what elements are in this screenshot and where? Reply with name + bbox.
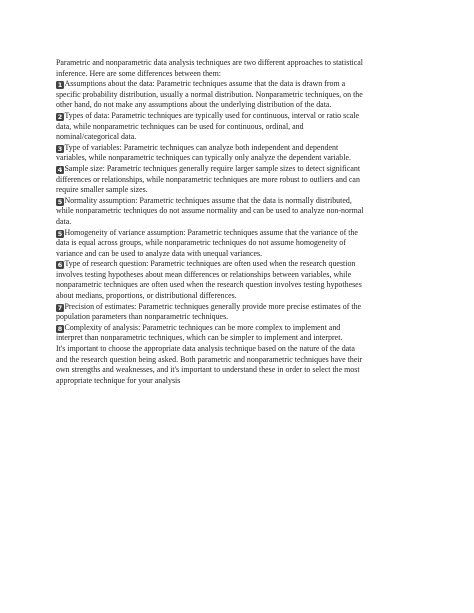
line-text: Normality assumption: Parametric techniques assume that the data is normally distributed, [64,195,352,205]
line-text: involves testing hypotheses about mean differences or relationships between variables, while [56,269,352,279]
text-line [56,259,418,270]
text-line [56,69,418,80]
text-line [56,175,418,186]
line-text: differences or relationships, while nonparametric techniques are more robust to outliers and can [56,174,360,184]
number-badge-icon: 4 [57,165,63,174]
line-text: nominal/categorical data. [56,132,137,142]
text-line [56,79,418,90]
line-text: while nonparametric techniques do not assume normality and can be used to analyze non-normal [56,206,364,216]
text-line [56,355,418,366]
text-line [56,323,418,334]
text-line [56,344,418,355]
line-text: Parametric and nonparametric data analysis techniques are two different approaches to statistical [56,58,363,67]
text-line [56,238,418,249]
line-text: Types of data: Parametric techniques are typically used for continuous, interval or ratio scale [64,110,360,120]
line-text: interpret than nonparametric techniques, which can be simpler to implement and interpret. [56,333,343,343]
line-text: variables, while nonparametric techniques can typically only analyze the dependent variable. [56,153,351,163]
text-line [56,228,418,239]
text-line [56,206,418,217]
line-text: require smaller sample sizes. [56,185,148,195]
number-badge-icon: 5 [57,197,63,206]
line-text: It's important to choose the appropriate data analysis technique based on the nature of the data [56,344,355,354]
line-text: specific probability distribution, usually a normal distribution. Nonparametric techniques, on the [56,89,363,99]
line-text: Type of variables: Parametric techniques can analyze both independent and dependent [64,142,339,152]
line-text: data is equal across groups, while nonparametric techniques do not assume homogeneity of [56,238,346,248]
line-text: and the research question being asked. Both parametric and nonparametric techniques have their [56,354,363,364]
text-line [56,280,418,291]
line-text: population parameters than nonparametric techniques. [56,312,229,322]
text-line [56,111,418,122]
line-text: appropriate technique for your analysis [56,375,181,385]
text-line [56,291,418,302]
line-text: variance and can be used to analyze data with unequal variances. [56,248,263,258]
number-badge-icon: 7 [57,303,63,312]
line-text: data, while nonparametric techniques can be used for continuous, ordinal, and [56,121,304,131]
number-badge-icon: 2 [57,112,63,121]
line-text: data. [56,216,72,226]
line-text: inference. Here are some differences between them: [56,68,221,78]
text-line [56,143,418,154]
text-line [56,185,418,196]
text-line [56,122,418,133]
text-line [56,196,418,207]
number-badge-icon: 6 [57,261,63,270]
text-line [56,333,418,344]
text-line [56,58,418,69]
line-text: other hand, do not make any assumptions about the underlying distribution of the data. [56,100,332,110]
line-text: own strengths and weaknesses, and it's important to understand these in order to select the most [56,365,360,375]
number-badge-icon: 1 [57,81,63,90]
number-badge-icon: 8 [57,324,63,333]
text-line [56,90,418,101]
text-line [56,270,418,281]
document-body [56,58,418,386]
number-badge-icon: 5 [57,229,63,238]
line-text: Homogeneity of variance assumption: Parametric techniques assume that the variance of the [64,227,358,237]
text-line [56,100,418,111]
text-line [56,164,418,175]
text-line [56,376,418,387]
line-text: Sample size: Parametric techniques generally require larger sample sizes to detect significant [64,163,361,173]
text-line [56,153,418,164]
line-text: Type of research question: Parametric techniques are often used when the research question [64,259,356,269]
line-text: about medians, proportions, or distributional differences. [56,291,237,301]
line-text: nonparametric techniques are often used when the research question involves testing hypotheses [56,280,362,290]
number-badge-icon: 3 [57,144,63,153]
line-text: Complexity of analysis: Parametric techniques can be more complex to implement and [64,322,341,332]
text-line [56,249,418,260]
line-text: Precision of estimates: Parametric techniques generally provide more precise estimates of the [64,301,362,311]
text-line [56,312,418,323]
line-text: Assumptions about the data: Parametric techniques assume that the data is drawn from a [64,79,346,89]
text-line [56,302,418,313]
text-line [56,365,418,376]
text-line [56,132,418,143]
text-line [56,217,418,228]
